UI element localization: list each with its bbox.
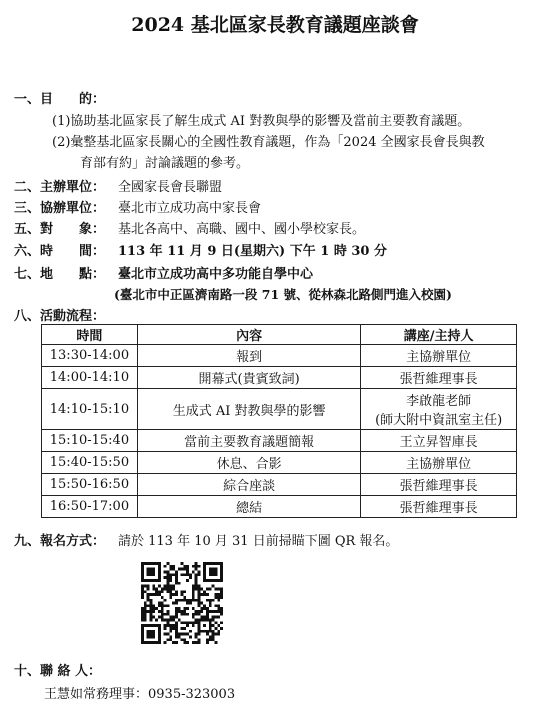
- agenda-label: 八、活動流程：: [14, 309, 106, 324]
- contact-label: 十、聯 絡 人：: [14, 664, 102, 679]
- agenda-content: 總結: [137, 496, 360, 518]
- co-organizer-value: 臺北市立成功高中家長會: [118, 201, 262, 216]
- agenda-host: 王立昇智庫長: [361, 430, 517, 452]
- registration-value: 請於 113 年 10 月 31 日前掃瞄下圖 QR 報名。: [118, 534, 399, 549]
- registration-label: 九、報名方式：: [14, 534, 106, 549]
- agenda-content: 生成式 AI 對教與學的影響: [137, 389, 360, 430]
- agenda-content: 當前主要教育議題簡報: [137, 430, 360, 452]
- agenda-host-cell: [361, 389, 517, 430]
- agenda-time: 13:30-14:00: [42, 345, 138, 367]
- agenda-time: 15:40-15:50: [42, 452, 138, 474]
- purpose-item-1: (1)協助基北區家長了解生成式 AI 對教與學的影響及當前主要教育議題。: [52, 114, 471, 129]
- table-row: [42, 474, 517, 496]
- purpose-label: 一、目 的：: [14, 92, 106, 107]
- agenda-time: 14:00-14:10: [42, 367, 138, 389]
- agenda-host: 張哲維理事長: [361, 367, 517, 389]
- page-title: 2024 基北區家長教育議題座談會: [131, 14, 419, 36]
- audience-value: 基北各高中、高職、國中、國小學校家長。: [118, 222, 366, 237]
- agenda-content: 報到: [137, 345, 360, 367]
- agenda-table: [41, 324, 517, 518]
- table-row: [42, 452, 517, 474]
- organizer-value: 全國家長會長聯盟: [118, 180, 223, 195]
- time-label: 六、時 間：: [14, 244, 106, 259]
- table-row: [42, 367, 517, 389]
- agenda-host: 主協辦單位: [361, 452, 517, 474]
- agenda-content: 休息、合影: [137, 452, 360, 474]
- agenda-time: 14:10-15:10: [42, 389, 138, 430]
- table-row: [42, 496, 517, 518]
- agenda-host: 李啟龍老師: [406, 394, 472, 409]
- agenda-content: 開幕式(貴賓致詞): [137, 367, 360, 389]
- agenda-host: 張哲維理事長: [361, 496, 517, 518]
- table-row: [42, 430, 517, 452]
- agenda-content: 綜合座談: [137, 474, 360, 496]
- agenda-host: 張哲維理事長: [361, 474, 517, 496]
- purpose-item-2: (2)彙整基北區家長關心的全國性教育議題，作為「2024 全國家長會長與教: [52, 135, 485, 150]
- contact-value: 王慧如常務理事：0935-323003: [44, 687, 236, 702]
- agenda-header-host: 講座/主持人: [361, 325, 517, 345]
- place-address: (臺北市中正區濟南路一段 71 號、從林森北路側門進入校園): [114, 287, 452, 302]
- agenda-header-row: [42, 325, 517, 345]
- qr-code-icon[interactable]: [141, 562, 223, 644]
- agenda-header-time: 時間: [42, 325, 138, 345]
- audience-label: 五、對 象：: [14, 222, 106, 237]
- purpose-item-3: 育部有約」討論議題的參考。: [80, 156, 250, 171]
- place-label: 七、地 點：: [14, 267, 106, 282]
- agenda-header-content: 內容: [137, 325, 360, 345]
- organizer-label: 二、主辦單位：: [14, 180, 106, 195]
- agenda-time: 15:50-16:50: [42, 474, 138, 496]
- agenda-host-title: (師大附中資訊室主任): [375, 413, 503, 428]
- agenda-time: 16:50-17:00: [42, 496, 138, 518]
- time-value: 113 年 11 月 9 日(星期六) 下午 1 時 30 分: [118, 244, 387, 259]
- table-row: [42, 345, 517, 367]
- co-organizer-label: 三、協辦單位：: [14, 201, 106, 216]
- table-row: [42, 389, 517, 430]
- agenda-host: 主協辦單位: [361, 345, 517, 367]
- agenda-time: 15:10-15:40: [42, 430, 138, 452]
- place-value: 臺北市立成功高中多功能自學中心: [118, 267, 314, 282]
